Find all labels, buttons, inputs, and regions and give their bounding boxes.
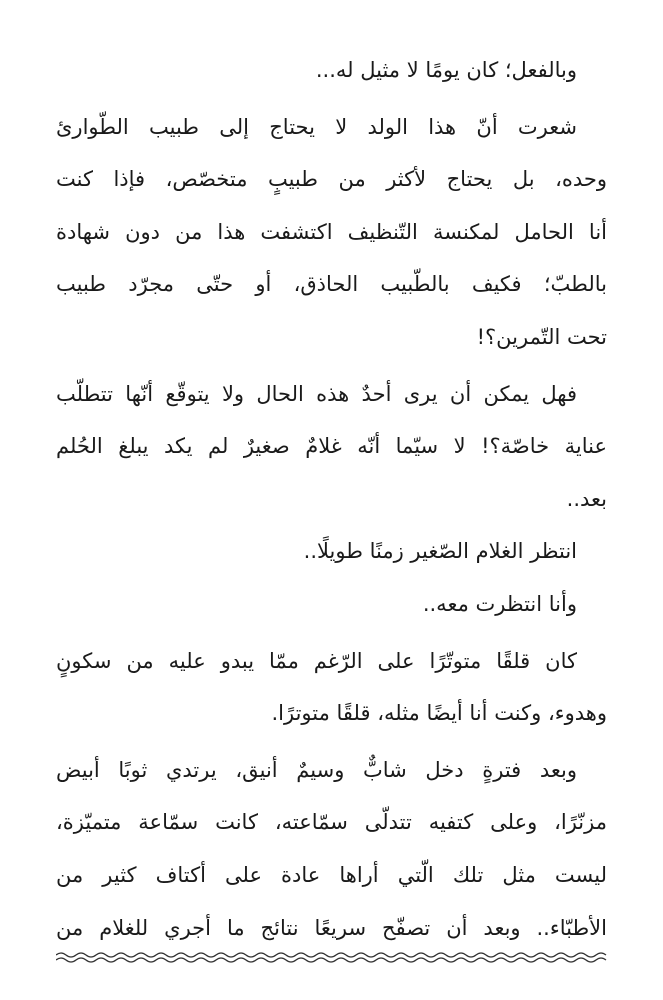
text-line: ليست مثل تلك الّتي أراها عادة على أكتاف كثير من	[56, 862, 607, 887]
wavy-line-bottom	[56, 958, 606, 962]
text-line: بعد..	[566, 486, 607, 511]
text-line: بالطبّ؛ فكيف بالطّبيب الحاذق، أو حتّى مجرّد طبيب	[56, 272, 607, 297]
text-line: وبالفعل؛ كان يومًا لا مثيل له...	[315, 58, 577, 82]
text-line: وحده، بل يحتاج لأكثر من طبيبٍ متخصّص، فإذا كنت	[56, 167, 607, 192]
wavy-divider	[56, 950, 607, 964]
text-line: كان قلقًا متوتّرًا على الرّغم ممّا يبدو عليه من سكونٍ	[56, 648, 577, 673]
text-line: عناية خاصّة؟! لا سيّما أنّه غلامٌ صغيرٌ لم يكد يبلغ الحُلم	[56, 434, 607, 459]
wavy-line-top	[56, 953, 606, 957]
text-line: وأنا انتظرت معه..	[422, 591, 577, 616]
text-line: مزنّرًا، وعلى كتفيه تتدلّى سمّاعته، كانت سمّاعة متميّزة،	[56, 810, 607, 835]
text-line: شعرت أنّ هذا الولد لا يحتاج إلى طبيب الطّوارئ	[56, 114, 577, 139]
text-line: أنا الحامل لمكنسة التّنظيف اكتشفت هذا من دون شهادة	[56, 219, 607, 244]
text-line: انتظر الغلام الصّغير زمنًا طويلًا..	[303, 539, 577, 564]
text-line: تحت التّمرين؟!	[476, 324, 607, 349]
text-line: وبعد فترةٍ دخل شابٌّ وسيمٌ أنيق، يرتدي ثوبًا أبيض	[56, 757, 577, 782]
text-line: الأطبّاء.. وبعد أن تصفّح سريعًا نتائج ما أجري للغلام من	[56, 915, 607, 940]
text-line: وهدوء، وكنت أنا أيضًا مثله، قلقًا متوترًا.	[271, 701, 607, 726]
text-line: فهل يمكن أن يرى أحدٌ هذه الحال ولا يتوقّع أنّها تتطلّب	[56, 381, 577, 406]
page-text	[56, 44, 607, 954]
